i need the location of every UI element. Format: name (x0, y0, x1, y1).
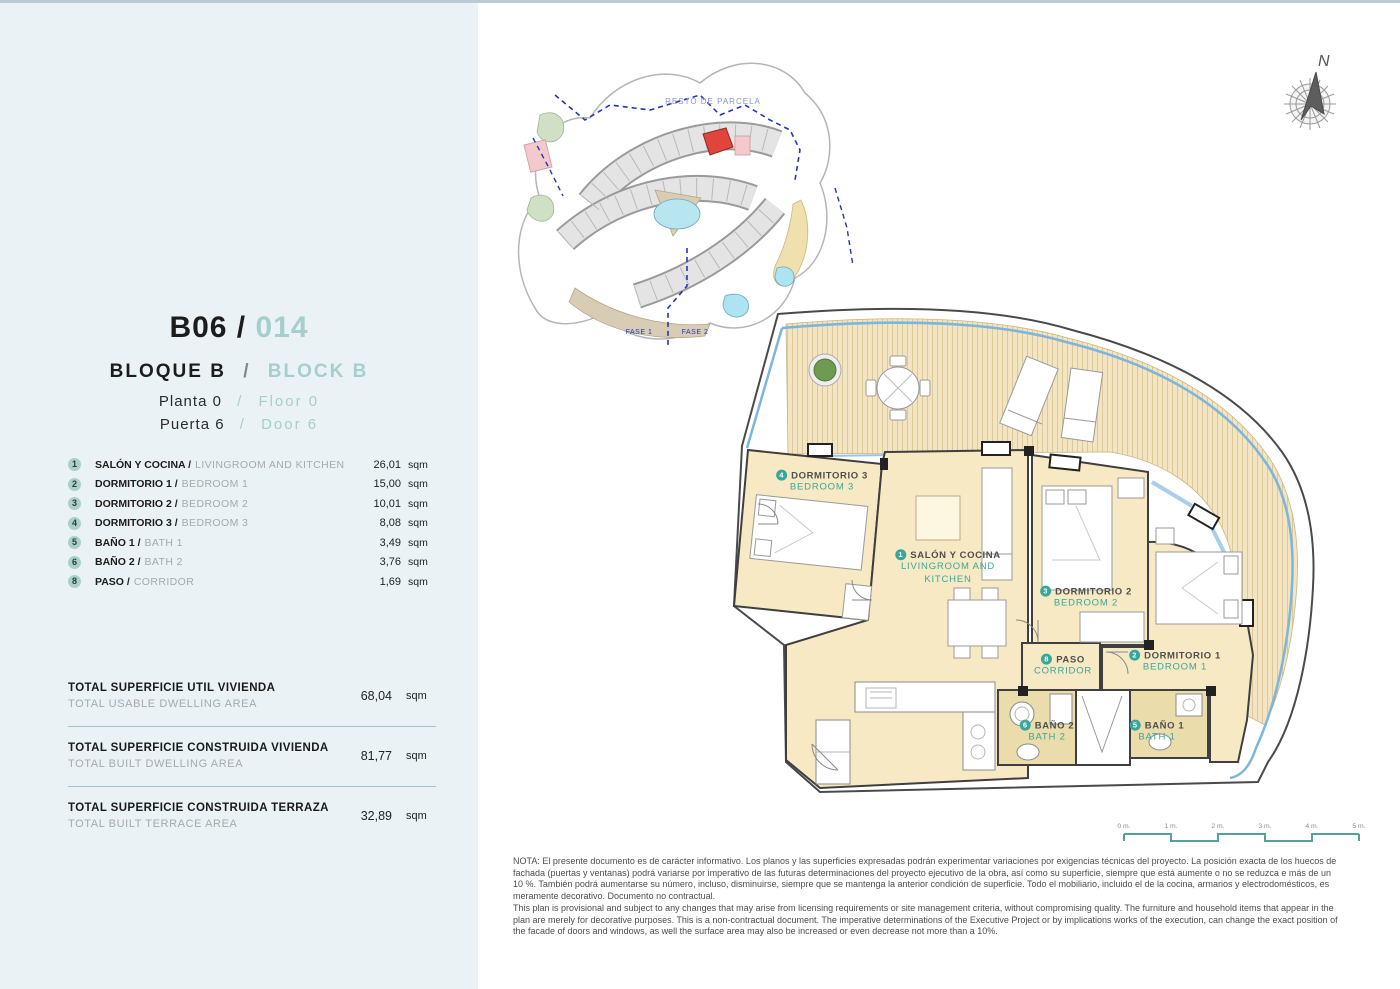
disclaimer-en: This plan is provisional and subject to any changes that may arise from licensing requirements or site management criteria, without compromising quality. The furniture and household items that appear in the plan are merely for decorative purposes. This is a non-contractual document. The imperative determinations of the Executive Project or by implications works of the execution, can change the exact position of the facade of doors and windows, as well the surface area may also be increased or even decrease not more than a 10%. (513, 903, 1338, 937)
list-item: 1 SALÓN Y COCINA / LIVINGROOM AND KITCHEN 26,01 sqm (68, 455, 436, 475)
floorplan-label-bedroom3: 4 DORMITORIO 3 BEDROOM 3 (776, 470, 868, 495)
block-name-en: BLOCK B (267, 361, 369, 382)
phase1-label: FASE 1 (625, 329, 653, 336)
disclaimer-es: NOTA: El presente documento es de carácter informativo. Los planos y las superficies expresadas podrán experimentar variaciones por exigencias técnicas del proyecto. La posición exacta de los huecos de fachada (puertas y ventanas) podrá variarse por imperativo de las futuras determinaciones del proyecto ejecutivo de la obra, así como su superficie, siempre que está aumente o no se reduzca e más de un 10 %. También podrá aumentarse su número, incluso, disminuirse, siempre que se mantenga la anterior condición de superficie. Todo el mobiliario, incluido el de la cocina, armarios y electrodomésticos, es meramente decorativo. Documento no contractual. (513, 856, 1337, 901)
resto-de-parcela-label: RESTO DE PARCELA (665, 97, 761, 106)
svg-text:5 m.: 5 m. (1352, 823, 1366, 830)
floor-line (0, 393, 478, 410)
room-number-badge: 6 (68, 556, 81, 569)
room-number-badge: 5 (68, 536, 81, 549)
svg-text:3 m.: 3 m. (1258, 823, 1272, 830)
list-item: 2 DORMITORIO 1 / BEDROOM 1 15,00 sqm (68, 475, 436, 495)
room-number-badge: 6 (1020, 720, 1031, 731)
unit-code: B06 / (169, 311, 247, 344)
list-item: 6 BAÑO 2 / BATH 2 3,76 sqm (68, 553, 436, 573)
list-item: 8 PASO / CORRIDOR 1,69 sqm (68, 572, 436, 592)
north-compass (1270, 52, 1350, 142)
room-number-badge: 8 (68, 575, 81, 588)
floorplan-label-corridor: 8 PASO CORRIDOR (1033, 654, 1093, 677)
totals-section (68, 667, 436, 846)
door-sep: / (239, 416, 246, 433)
list-item: 5 BAÑO 1 / BATH 1 3,49 sqm (68, 533, 436, 553)
scale-bar (1116, 820, 1376, 852)
room-number-badge: 5 (1130, 720, 1141, 731)
total-built-terrace-area: TOTAL SUPERFICIE CONSTRUIDA TERRAZA TOTAL BUILT TERRACE AREA 32,89 sqm (68, 786, 436, 846)
scale-bar-drawing (1116, 820, 1376, 852)
room-number-badge: 2 (68, 478, 81, 491)
svg-text:0 m.: 0 m. (1117, 823, 1131, 830)
floor-en: Floor 0 (258, 393, 320, 410)
door-line (0, 416, 478, 433)
room-area-list (68, 455, 436, 592)
disclaimer-note (513, 856, 1343, 939)
block-name-es: BLOQUE B (109, 361, 226, 382)
info-sidebar (0, 3, 478, 989)
room-number-badge: 8 (1041, 654, 1052, 665)
floorplan-label-living-kitchen: 1 SALÓN Y COCINA LIVINGROOM AND KITCHEN (895, 549, 1000, 587)
floor-es: Planta 0 (158, 393, 222, 410)
floorplan-label-bedroom2: 3 DORMITORIO 2 BEDROOM 2 (1040, 586, 1132, 611)
room-number-badge: 1 (895, 549, 906, 560)
phase2-label: FASE 2 (681, 329, 709, 336)
room-number-badge: 1 (68, 458, 81, 471)
unit-title (0, 311, 478, 345)
floorplan-label-bedroom1: 2 DORMITORIO 1 BEDROOM 1 (1129, 650, 1221, 675)
plant-pot (814, 359, 836, 381)
north-label: N (1318, 53, 1330, 70)
floor-sep: / (237, 393, 244, 410)
room-number-badge: 4 (776, 470, 787, 481)
floorplan-label-bath1: 5 BAÑO 1 BATH 1 (1130, 720, 1185, 745)
room-number-badge: 4 (68, 517, 81, 530)
room-number-badge: 3 (1040, 586, 1051, 597)
room-number-badge: 3 (68, 497, 81, 510)
apartment-floor-plan (720, 300, 1360, 820)
room-number-badge: 2 (1129, 650, 1140, 661)
door-es: Puerta 6 (159, 416, 225, 433)
floorplan-label-bath2: 6 BAÑO 2 BATH 2 (1020, 720, 1075, 745)
block-line (0, 361, 478, 383)
svg-text:4 m.: 4 m. (1305, 823, 1319, 830)
list-item: 4 DORMITORIO 3 / BEDROOM 3 8,08 sqm (68, 514, 436, 534)
block-separator: / (243, 361, 251, 382)
total-built-dwelling-area: TOTAL SUPERFICIE CONSTRUIDA VIVIENDA TOTAL BUILT DWELLING AREA 81,77 sqm (68, 726, 436, 786)
list-item: 3 DORMITORIO 2 / BEDROOM 2 10,01 sqm (68, 494, 436, 514)
compass-icon (1270, 52, 1350, 142)
svg-text:1 m.: 1 m. (1164, 823, 1178, 830)
unit-number: 014 (255, 311, 309, 344)
total-usable-area: TOTAL SUPERFICIE UTIL VIVIENDA TOTAL USABLE DWELLING AREA 68,04 sqm (68, 682, 427, 711)
svg-text:2 m.: 2 m. (1211, 823, 1225, 830)
door-en: Door 6 (261, 416, 319, 433)
